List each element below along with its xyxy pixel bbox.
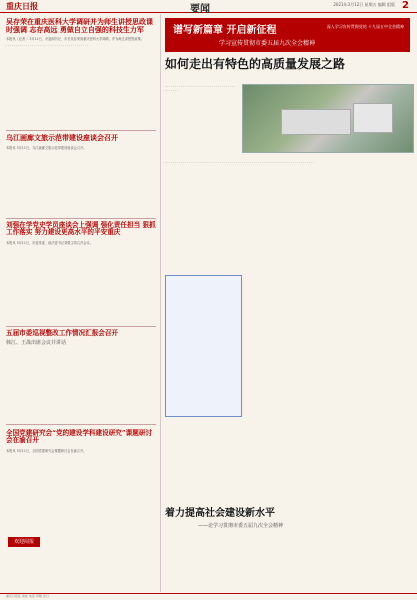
main-headline[interactable]: 如何走出有特色的高质量发展之路: [165, 57, 346, 71]
divider: [6, 130, 156, 131]
story-4-dek: 韩江、王战出席会议并讲话: [6, 340, 67, 347]
bottom-headline[interactable]: 着力提高社会建设新水平: [165, 508, 275, 519]
story-5-body: 本报讯 3月11日，全国党建研究会课题研讨会在渝召开。: [6, 448, 87, 453]
masthead: 重庆日报: [6, 1, 38, 11]
page-header: [0, 0, 417, 13]
left-story-3: [6, 222, 156, 245]
story-4-headline[interactable]: 五届市委巡视整改工作情况汇报会召开: [6, 329, 119, 337]
sidebar-box: [165, 275, 242, 417]
banner-title: 谱写新篇章 开启新征程: [173, 25, 277, 36]
featured-photo: [242, 84, 414, 153]
bottom-dek: ——论学习贯彻市委五届九次全会精神: [198, 523, 284, 529]
center-body: . . . . . . . . . . . . . . . . . . . . . . . . . . . . . . . . . . . . . . . . . . . . . . . . . . . . . . . . . . . . . . . . . . . . . . . . . .: [165, 160, 314, 164]
center-left-text: . . . . . . . . . . . . . . . . . . . . . . . . . . . . . . . . . . . . . . . . . .: [165, 84, 235, 93]
left-story-5: [6, 430, 156, 453]
story-5-headline[interactable]: 全国党建研究会“党的建设学科建设研究”课题研讨会在渝召开: [6, 429, 153, 445]
story-3-body: 本报讯 3月11日，市委常委、政法委书记刘强主持召开会议。: [6, 240, 93, 245]
story-2-headline[interactable]: 乌江画廊文旅示范带建设座谈会召开: [6, 133, 118, 142]
footer-rule: [0, 593, 417, 594]
story-2-body: 本报讯 3月11日，乌江画廊文旅示范带建设座谈会召开。: [6, 145, 87, 150]
divider: [6, 424, 156, 425]
top-banner: [165, 18, 410, 52]
divider: [6, 326, 156, 327]
reading-badge: 欢迎阅报: [8, 537, 40, 547]
story-1-body: 本报讯（记者 ）3月11日，市委副书记、市长吴存荣到重庆医科大学调研，并为师生讲授思政课。: [6, 37, 144, 42]
story-1-headline[interactable]: 吴存荣在重庆医科大学调研并为师生讲授思政课时强调 志存高远 勇做自立自强的科技生力军: [6, 17, 153, 34]
banner-side-text: 深入学习宣传贯彻党的 十九届五中全会精神: [326, 24, 404, 29]
photo-building-2: [353, 103, 393, 133]
story-3-headline[interactable]: 刘强在学党史学员座谈会上强调 强化责任担当 狠抓工作落实 努力建设更高水平的平安重庆: [6, 221, 156, 237]
column-divider: [160, 14, 161, 592]
date-meta: 2021年3月12日 星期五 编辑 组版: [333, 2, 395, 7]
left-column: 吴存荣在重庆医科大学调研并为师生讲授思政课时强调 志存高远 勇做自立自强的科技生力军 本报讯（记者 ）3月11日，市委副书记、市长吴存荣到重庆医科大学调研，并为师生讲授思政课。 . . . . . . . . . . . . . . . . . . . . . . . . . . . . . . . . . . . . . . . . .: [6, 18, 156, 48]
photo-building: [281, 109, 351, 135]
divider: [6, 218, 156, 219]
left-story-4: [6, 330, 156, 346]
page-number: 2: [402, 0, 409, 11]
section-title: 要闻: [190, 4, 210, 15]
banner-subtitle: 学习宣传贯彻市委五届九次全会精神: [219, 40, 316, 47]
footer-text: 重庆日报社 地址 电话 印刷 发行: [6, 594, 49, 598]
left-story-2: [6, 134, 156, 150]
